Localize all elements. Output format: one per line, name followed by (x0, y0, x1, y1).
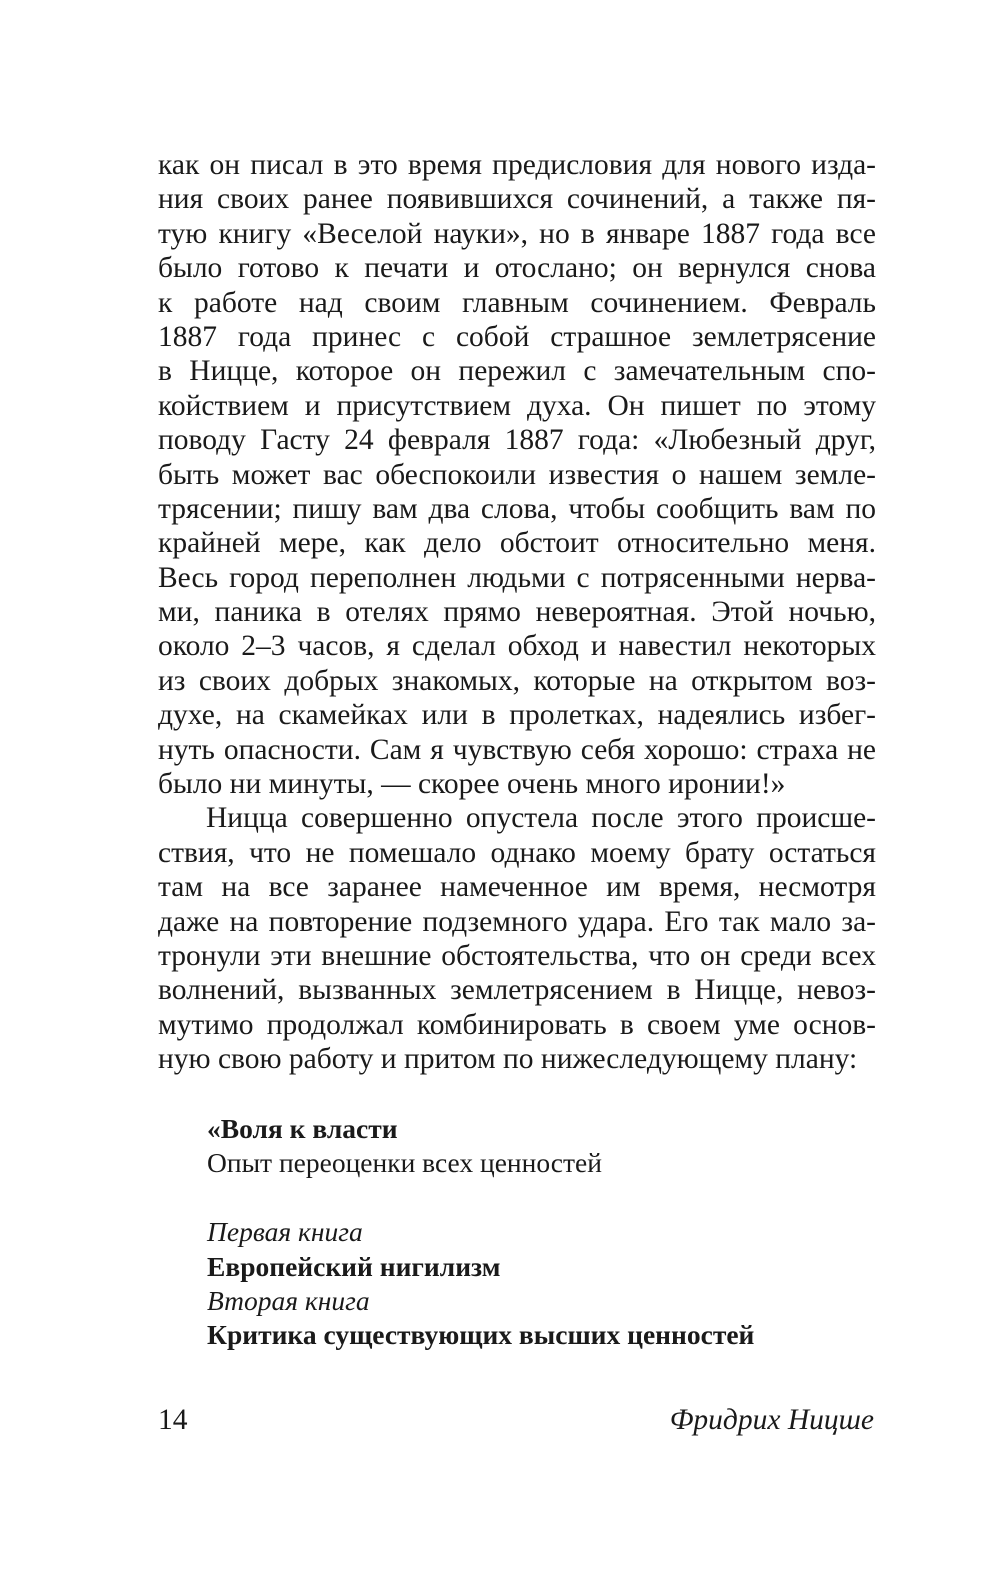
plan-subtitle: Опыт переоценки всех ценностей (207, 1147, 602, 1179)
book-2-label: Вторая книга (207, 1284, 370, 1316)
text-line: поводу Гасту 24 февраля 1887 года: «Любезный друг, (158, 424, 876, 457)
paragraph-1 (158, 148, 876, 801)
text-line: Весь город переполнен людьми с потрясенными нерва- (158, 561, 876, 594)
text-line: крайней мере, как дело обстоит относительно меня. (158, 527, 876, 560)
text-line: даже на повторение подземного удара. Его так мало за- (158, 905, 876, 938)
page-number: 14 (158, 1404, 188, 1436)
text-line: койствием и присутствием духа. Он пишет по этому (158, 389, 876, 422)
text-line: волнений, вызванных землетрясением в Ницце, невоз- (158, 974, 876, 1007)
text-line: 1887 года принес с собой страшное землетрясение (158, 320, 876, 353)
text-line: ми, паника в отелях прямо невероятная. Этой ночью, (158, 596, 876, 629)
body-text (158, 148, 876, 1077)
text-line: тую книгу «Веселой науки», но в январе 1887 года все (158, 217, 876, 250)
text-line: там на все заранее намеченное им время, несмотря (158, 871, 876, 904)
text-line: трясении; пишу вам два слова, чтобы сообщить вам по (158, 492, 876, 525)
running-footer-author: Фридрих Ницше (669, 1404, 874, 1436)
paragraph-2 (158, 801, 876, 1076)
text-line: ния своих ранее появившихся сочинений, а также пя- (158, 183, 876, 216)
text-line: быть может вас обеспокоили известия о нашем земле- (158, 458, 876, 491)
text-line: нуть опасности. Сам я чувствую себя хорошо: страха не (158, 733, 876, 766)
text-line: ствия, что не помешало однако моему брату остаться (158, 836, 876, 869)
book-2-title: Критика существующих высших ценностей (207, 1319, 755, 1351)
plan-title: «Воля к власти (207, 1113, 398, 1144)
text-line: духе, на скамейках или в пролетках, надеялись избег- (158, 699, 876, 732)
book-1-title: Европейский нигилизм (207, 1250, 501, 1282)
text-line: было ни минуты, — скорее очень много иронии!» (158, 768, 786, 801)
spacer (207, 1181, 887, 1215)
book-1-label: Первая книга (207, 1216, 363, 1248)
work-plan (207, 1112, 887, 1353)
text-line: к работе над своим главным сочинением. Февраль (158, 286, 876, 319)
text-line: мутимо продолжал комбинировать в своем уме основ- (158, 1008, 876, 1041)
text-line: тронули эти внешние обстоятельства, что он среди всех (158, 939, 876, 972)
text-line: ную свою работу и притом по нижеследующему плану: (158, 1043, 858, 1076)
text-line: как он писал в это время предисловия для нового изда- (158, 149, 876, 181)
text-line: Ницца совершенно опустела после этого происше- (206, 802, 876, 835)
text-line: в Ницце, которое он пережил с замечательным спо- (158, 355, 876, 388)
text-line: около 2–3 часов, я сделал обход и навестил некоторых (158, 630, 876, 663)
text-line: из своих добрых знакомых, которые на открытом воз- (158, 664, 876, 697)
text-line: было готово к печати и отослано; он вернулся снова (158, 252, 876, 285)
